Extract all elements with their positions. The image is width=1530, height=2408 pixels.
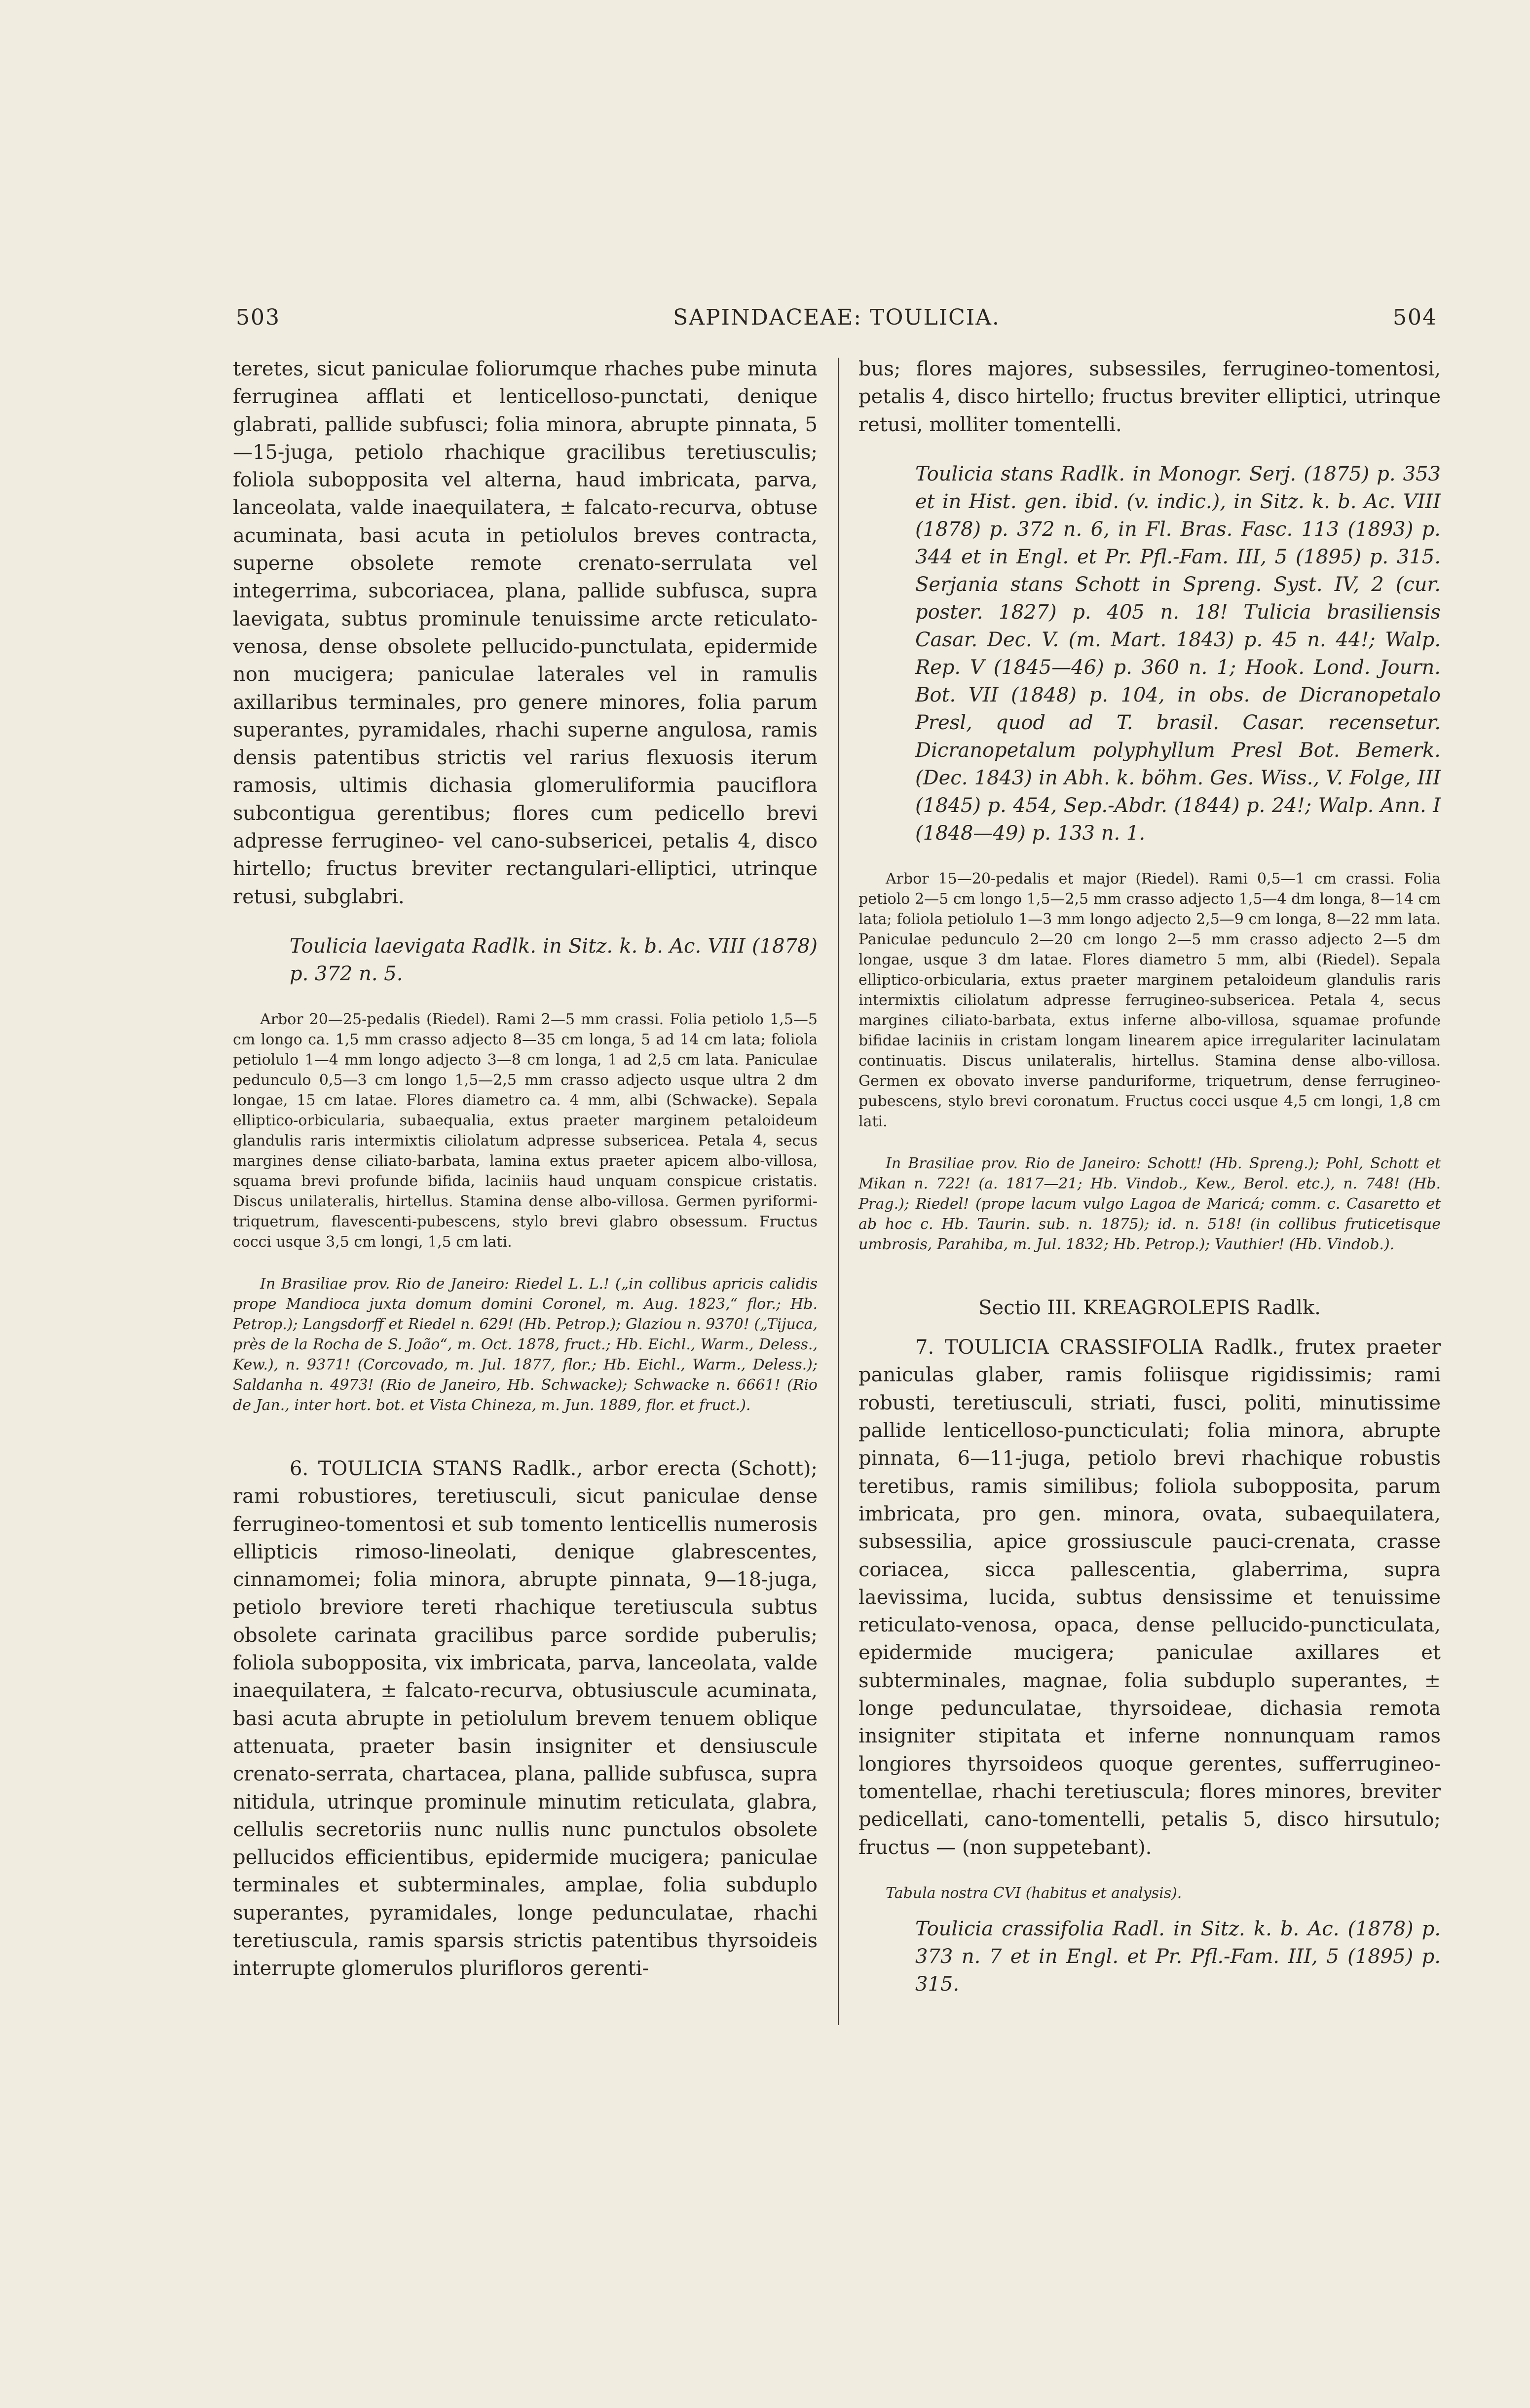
plate-reference: Tabula nostra CVI (habitus et analysis). bbox=[886, 1884, 1182, 1902]
section-heading: Sectio III. KREAGROLEPIS Radlk. bbox=[978, 1296, 1321, 1319]
right-description-continued: bus; flores majores, subsessiles, ferrugineo-tomentosi, petalis 4, disco hirtello; fructus breviter elliptici, utrinque retusi, molliter tomentelli. bbox=[858, 358, 1441, 436]
left-synonymy: Toulicia laevigata Radlk. in Sitz. k. b. Ac. VIII (1878) p. 372 n. 5. bbox=[290, 934, 818, 985]
species-6-description: 6. TOULICIA STANS Radlk., arbor erecta (Schott); rami robustiores, teretiusculi, sicut paniculae dense ferrugineo-tomentosi et sub tomento lenticellis numerosis ellipticis rimoso-lineolati, denique glabrescentes, cinnamomei; folia minora, abrupte pinnata, 9—18-juga, petiolo breviore tereti rhachique teretiuscula subtus obsolete carinata gracilibus parce sordide puberulis; foliola subopposita, vix imbricata, parva, lanceolata, valde inaequilatera, ± falcato-recurva, obtusiuscule acuminata, basi acuta abrupte in petiolulum brevem tenuem oblique attenuata, praeter basin insigniter et densiuscule crenato-serrata, chartacea, plana, pallide subfusca, supra nitidula, utrinque prominule minutim reticulata, glabra, cellulis secretoriis nunc nullis nunc punctulos obsolete pellucidos efficientibus, epidermide mucigera; paniculae terminales et subterminales, amplae, folia subduplo superantes, pyramidales, longe pedunculatae, rhachi teretiuscula, ramis sparsis strictis patentibus thyrsoideis interrupte glomerulos plurifloros gerenti- bbox=[233, 1457, 818, 1980]
left-column bbox=[233, 355, 818, 1983]
page-header bbox=[236, 305, 1437, 339]
column-divider bbox=[838, 358, 839, 2025]
left-description-continued: teretes, sicut paniculae foliorumque rhaches pube minuta ferruginea afflati et lenticelloso-punctati, denique glabrati, pallide subfusci; folia minora, abrupte pinnata, 5—15-juga, petiolo rhachique gracilibus teretiusculis; foliola subopposita vel alterna, haud imbricata, parva, lanceolata, valde inaequilatera, ± falcato-recurva, obtuse acuminata, basi acuta in petiolulos breves contracta, superne obsolete remote crenato-serrulata vel integerrima, subcoriacea, plana, pallide subfusca, supra laevigata, subtus prominule tenuissime arcte reticulato-venosa, dense obsolete pellucido-punctulata, epidermide non mucigera; paniculae laterales vel in ramulis axillaribus terminales, pro genere minores, folia parum superantes, pyramidales, rhachi superne angulosa, ramis densis patentibus strictis vel rarius flexuosis iterum ramosis, ultimis dichasia glomeruliformia pauciflora subcontigua gerentibus; flores cum pedicello brevi adpresse ferrugineo- vel cano-subsericei, petalis 4, disco hirtello; fructus breviter rectangulari-elliptici, utrinque retusi, subglabri. bbox=[233, 358, 818, 908]
page-number-left: 503 bbox=[236, 305, 280, 330]
left-measurements: Arbor 20—25-pedalis (Riedel). Rami 2—5 mm crassi. Folia petiolo 1,5—5 cm longo ca. 1,5 mm crasso adjecto 8—35 cm longa, 5 ad 14 cm lata; foliola petiolulo 1—4 mm longo adjecto 3—8 cm longa, 1 ad 2,5 cm lata. Paniculae pedunculo 0,5—3 cm longo 1,5—2,5 mm crasso adjecto usque ultra 2 dm longae, 15 cm latae. Flores diametro ca. 4 mm, albi (Schwacke). Sepala elliptico-orbicularia, subaequalia, extus praeter marginem petaloideum glandulis raris intermixtis ciliolatum adpresse subsericea. Petala 4, secus margines dense ciliato-barbata, lamina extus praeter apicem albo-villosa, squama brevi profunde bifida, laciniis haud unquam conspicue cristatis. Discus unilateralis, hirtellus. Stamina dense albo-villosa. Germen pyriformi-triquetrum, flavescenti-pubescens, stylo brevi glabro obsessum. Fructus cocci usque 3,5 cm longi, 1,5 cm lati. bbox=[233, 1010, 818, 1251]
page-number-right: 504 bbox=[1393, 305, 1437, 330]
right-measurements: Arbor 15—20-pedalis et major (Riedel). Rami 0,5—1 cm crassi. Folia petiolo 2—5 cm longo 1,5—2,5 mm crasso adjecto 1,5—4 dm longa, 8—14 cm lata; foliola petiolulo 1—3 mm longo adjecto 2,5—9 cm longa, 8—22 mm lata. Paniculae pedunculo 2—20 cm longo 2—5 mm crasso adjecto 2—5 dm longae, usque 3 dm latae. Flores diametro 5 mm, albi (Riedel). Sepala elliptico-orbicularia, extus praeter marginem petaloideum glandulis raris intermixtis ciliolatum adpresse ferrugineo-subsericea. Petala 4, secus margines ciliato-barbata, extus inferne albo-villosa, squamae profunde bifidae laciniis in cristam longam linearem apice irregulariter lacinulatam continuatis. Discus unilateralis, hirtellus. Stamina dense albo-villosa. Germen ex obovato inverse panduriforme, triquetrum, dense ferrugineo-pubescens, stylo brevi coronatum. Fructus cocci usque 4,5 cm longi, 1,8 cm lati. bbox=[858, 870, 1441, 1130]
running-title: SAPINDACEAE: TOULICIA. bbox=[673, 305, 1000, 330]
right-synonymy: Toulicia stans Radlk. in Monogr. Serj. (1875) p. 353 et in Hist. gen. ibid. (v. indic.), in Sitz. k. b. Ac. VIII (1878) p. 372 n. 6, in Fl. Bras. Fasc. 113 (1893) p. 344 et in Engl. et Pr. Pfl.-Fam. III, 5 (1895) p. 315. Serjania stans Schott in Spreng. Syst. IV, 2 (cur. poster. 1827) p. 405 n. 18! Tulicia brasiliensis Casar. Dec. V. (m. Mart. 1843) p. 45 n. 44!; Walp. Rep. V (1845—46) p. 360 n. 1; Hook. Lond. Journ. Bot. VII (1848) p. 104, in obs. de Dicranopetalo Presl, quod ad T. brasil. Casar. recensetur. Dicranopetalum polyphyllum Presl Bot. Bemerk. (Dec. 1843) in Abh. k. böhm. Ges. Wiss., V. Folge, III (1845) p. 454, Sep.-Abdr. (1844) p. 24!; Walp. Ann. I (1848—49) p. 133 n. 1. bbox=[915, 462, 1441, 845]
right-localities: In Brasiliae prov. Rio de Janeiro: Schott! (Hb. Spreng.); Pohl, Schott et Mikan n. 722! (a. 1817—21; Hb. Vindob., Kew., Berol. etc.), n. 748! (Hb. Prag.); Riedel! (prope lacum vulgo Lagoa de Maricá; comm. c. Casaretto et ab hoc c. Hb. Taurin. sub. n. 1875); id. n. 518! (in collibus fruticetisque umbrosis, Parahiba, m. Jul. 1832; Hb. Petrop.); Vauthier! (Hb. Vindob.). bbox=[858, 1154, 1441, 1253]
right-column bbox=[858, 355, 1441, 1998]
species-7-synonymy: Toulicia crassifolia Radl. in Sitz. k. b. Ac. (1878) p. 373 n. 7 et in Engl. et Pr. Pfl.-Fam. III, 5 (1895) p. 315. bbox=[915, 1917, 1441, 1996]
species-7-description: 7. TOULICIA CRASSIFOLIA Radlk., frutex praeter paniculas glaber, ramis foliisque rigidissimis; rami robusti, teretiusculi, striati, fusci, politi, minutissime pallide lenticelloso-puncticulati; folia minora, abrupte pinnata, 6—11-juga, petiolo brevi rhachique robustis teretibus, ramis similibus; foliola subopposita, parum imbricata, pro gen. minora, ovata, subaequilatera, subsessilia, apice grossiuscule pauci-crenata, crasse coriacea, sicca pallescentia, glaberrima, supra laevissima, lucida, subtus densissime et tenuissime reticulato-venosa, opaca, dense pellucido-puncticulata, epidermide mucigera; paniculae axillares et subterminales, magnae, folia subduplo superantes, ± longe pedunculatae, thyrsoideae, dichasia remota insigniter stipitata et inferne nonnunquam ramos longiores thyrsoideos quoque gerentes, sufferrugineo-tomentellae, rhachi teretiuscula; flores minores, breviter pedicellati, cano-tomentelli, petalis 5, disco hirsutulo; fructus — (non suppetebant). bbox=[858, 1336, 1441, 1859]
left-localities: In Brasiliae prov. Rio de Janeiro: Riedel L. L.! („in collibus apricis calidis prope Mandioca juxta domum domini Coronel, m. Aug. 1823,“ flor.; Hb. Petrop.); Langsdorff et Riedel n. 629! (Hb. Petrop.); Glaziou n. 9370! („Tijuca, près de la Rocha de S. João“, m. Oct. 1878, fruct.; Hb. Eichl., Warm., Deless., Kew.), n. 9371! (Corcovado, m. Jul. 1877, flor.; Hb. Eichl., Warm., Deless.); Saldanha n. 4973! (Rio de Janeiro, Hb. Schwacke); Schwacke n. 6661! (Rio de Jan., inter hort. bot. et Vista Chineza, m. Jun. 1889, flor. et fruct.). bbox=[233, 1275, 818, 1414]
